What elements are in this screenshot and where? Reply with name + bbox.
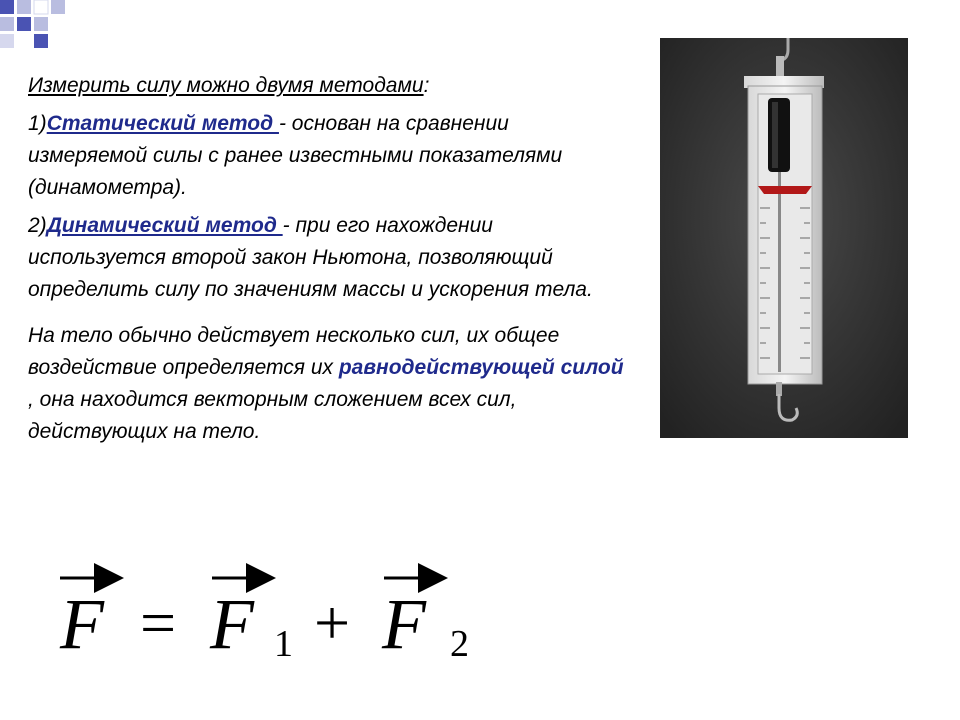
formula-equals: = — [140, 587, 177, 658]
resultant-term: равнодействующей силой — [338, 356, 624, 379]
method1-desc-1: - основан на — [278, 112, 401, 135]
vector-sum-formula — [52, 560, 492, 670]
method2-num: 2) — [28, 214, 47, 237]
formula-plus: + — [314, 587, 351, 658]
intro-colon: : — [423, 74, 430, 97]
formula-f1: F — [210, 584, 254, 664]
intro-text: Измерить силу можно двумя методами — [28, 74, 424, 97]
resultant-paragraph — [28, 320, 628, 448]
resultant-after: , она находится векторным сложением всех сил, действующих на тело. — [28, 388, 517, 443]
formula-sub1: 1 — [274, 623, 293, 665]
method2-name: Динамический метод — [46, 214, 283, 237]
resultant-before: На тело обычно действует несколько сил, их общее воздействие определяется их — [28, 324, 560, 379]
method1-num: 1) — [28, 112, 47, 135]
method2-desc-2: нахождении используется второй закон Ньютона, позволяющий определить силу по значениям массы и ускорения тела. — [28, 214, 593, 301]
formula-f2: F — [382, 584, 426, 664]
dynamometer-photo — [660, 38, 908, 438]
formula-sub2: 2 — [450, 623, 469, 665]
method-static — [28, 108, 628, 204]
method2-desc-1: - при его — [282, 214, 370, 237]
slide-text — [28, 70, 628, 448]
intro-line — [28, 70, 628, 102]
method1-desc-2: сравнении измеряемой силы с ранее известными показателями (динамометра). — [28, 112, 563, 199]
method1-name: Статический метод — [46, 112, 279, 135]
formula-f: F — [60, 584, 104, 664]
method-dynamic — [28, 210, 628, 306]
corner-decoration — [0, 0, 90, 60]
